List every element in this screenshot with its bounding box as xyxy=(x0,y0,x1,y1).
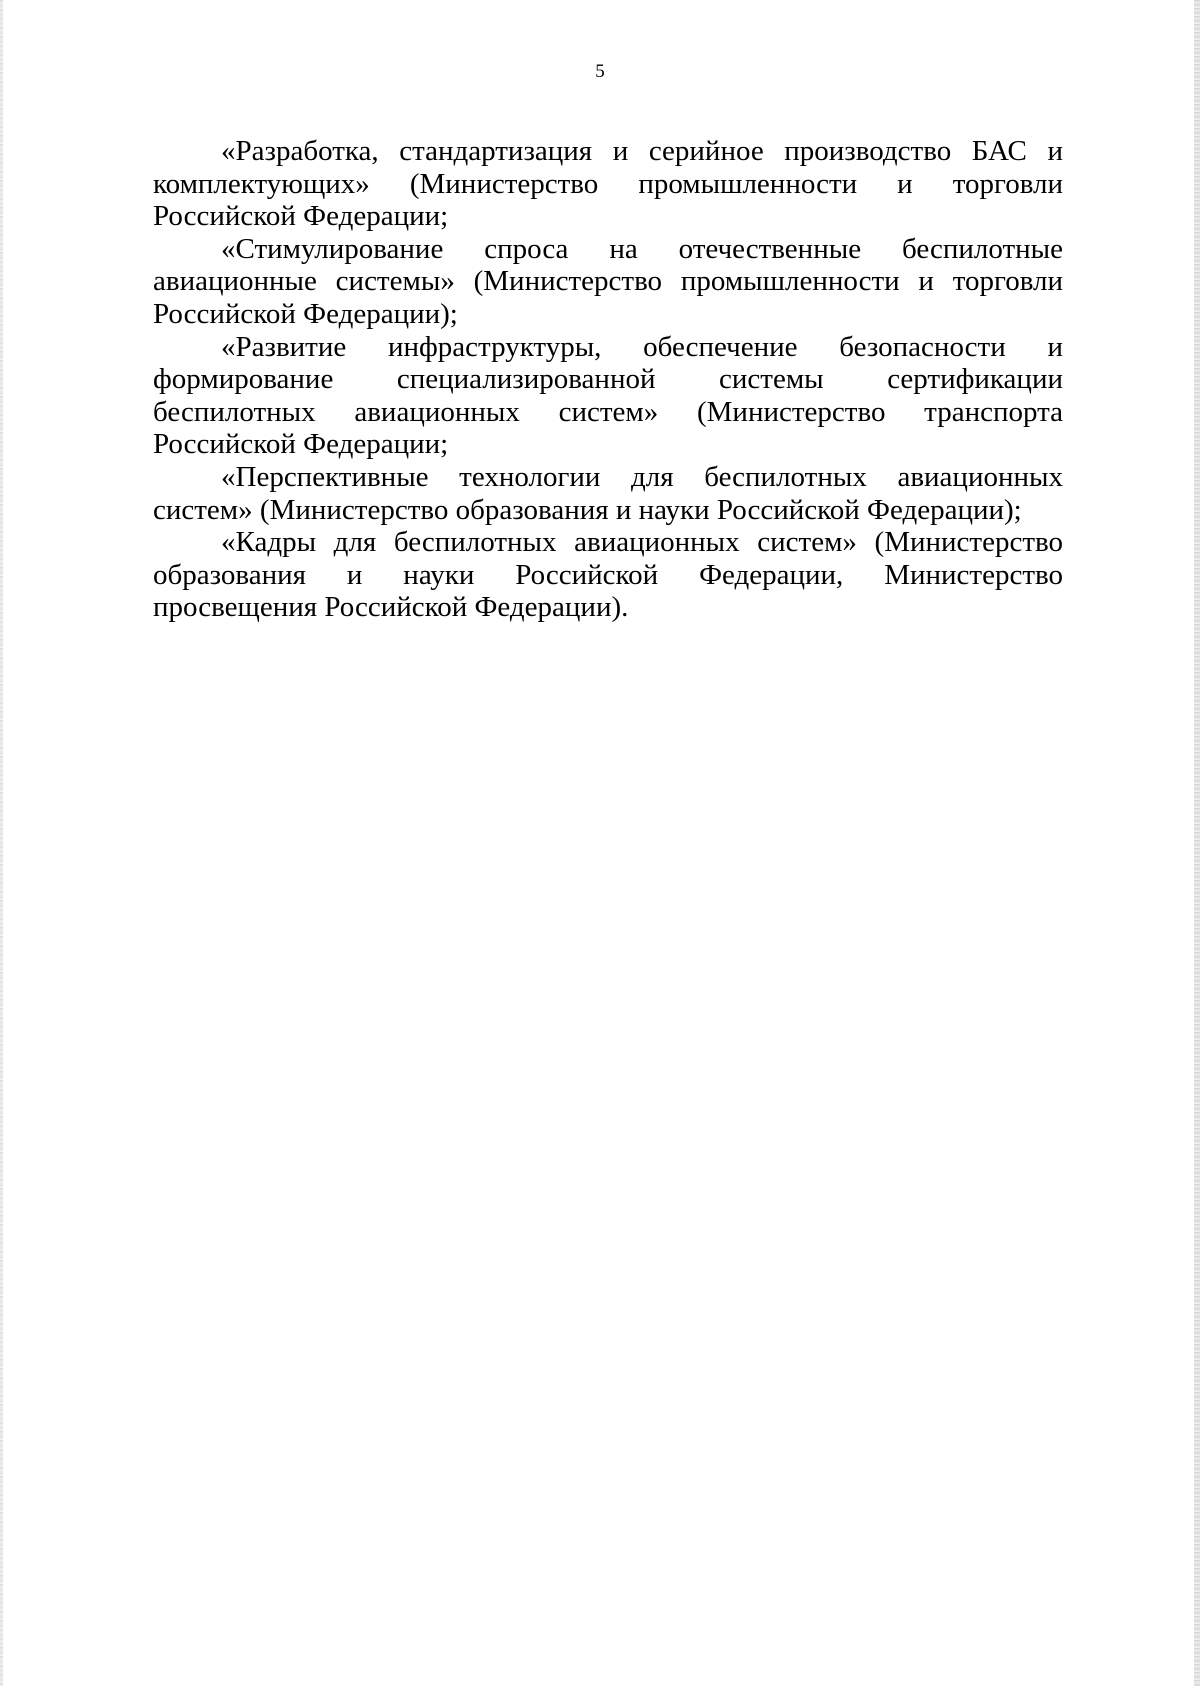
paragraph-technologies: «Перспективные технологии для беспилотных авиационных систем» (Министерство образования и науки Российской Федерации); xyxy=(153,460,1063,526)
paragraph-demand: «Стимулирование спроса на отечественные беспилотные авиационные системы» (Министерство промышленности и торговли Российской Федерации); xyxy=(153,232,1063,330)
paragraph-infrastructure: «Развитие инфраструктуры, обеспечение безопасности и формирование специализированной системы сертификации беспилотных авиационных систем» (Министерство транспорта Российской Федерации; xyxy=(153,330,1063,461)
document-body xyxy=(153,135,1063,624)
paragraph-personnel: «Кадры для беспилотных авиационных систем» (Министерство образования и науки Российской Федерации, Министерство просвещения Российской Федерации). xyxy=(153,526,1063,624)
page-number: 5 xyxy=(595,61,605,82)
scan-edge-right xyxy=(1194,0,1200,1686)
paragraph-production: «Разработка, стандартизация и серийное производство БАС и комплектующих» (Министерство промышленности и торговли Российской Федерации; xyxy=(153,135,1063,233)
scan-edge-left xyxy=(0,0,3,1686)
